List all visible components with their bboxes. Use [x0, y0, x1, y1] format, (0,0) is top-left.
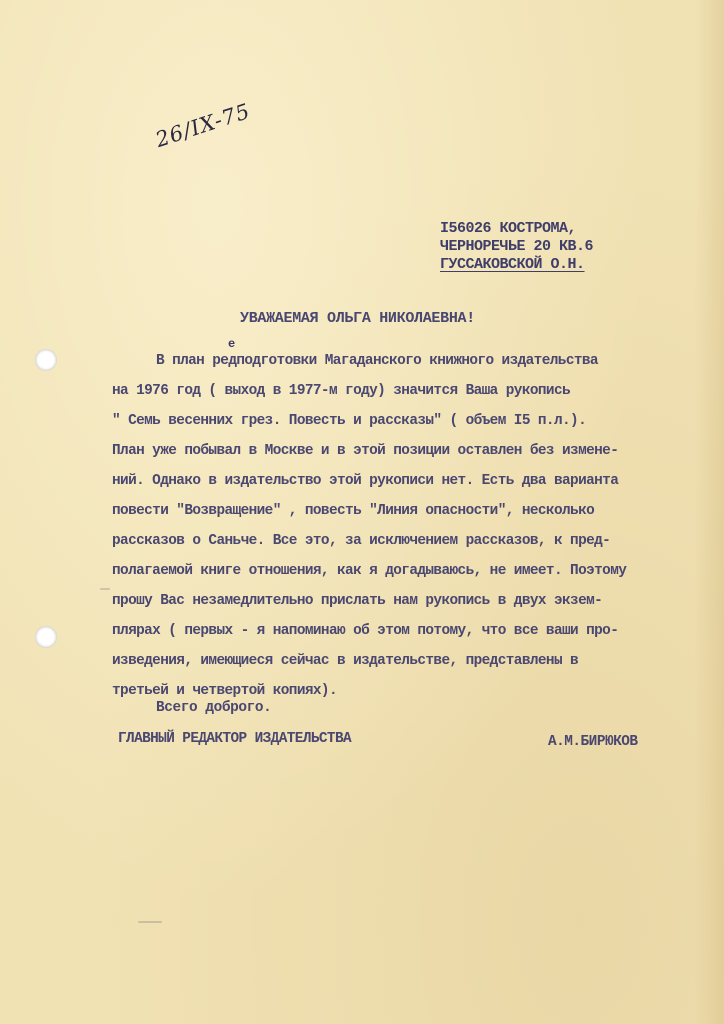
- letter-body: [112, 346, 687, 706]
- handwritten-correction: е: [228, 337, 236, 351]
- body-line: на 1976 год ( выход в 1977-м году) значится Ваша рукопись: [112, 383, 571, 399]
- address-line-recipient-name: ГУССАКОВСКОЙ О.Н.: [440, 256, 585, 273]
- body-line: рассказов о Саньче. Все это, за исключением рассказов, к пред-: [112, 533, 611, 549]
- signature-title: ГЛАВНЫЙ РЕДАКТОР ИЗДАТЕЛЬСТВА: [118, 731, 352, 747]
- body-line: План уже побывал в Москве и в этой позиции оставлен без измене-: [112, 443, 619, 459]
- body-line: плярах ( первых - я напоминаю об этом потому, что все ваши про-: [112, 623, 619, 639]
- address-line-postcode-city: I56026 КОСТРОМА,: [440, 220, 577, 237]
- body-line: повести "Возвращение" , повесть "Линия опасности", несколько: [112, 503, 595, 519]
- body-line: ний. Однако в издательство этой рукописи нет. Есть два варианта: [112, 473, 619, 489]
- recipient-address: [440, 220, 593, 274]
- body-line: " Семь весенних грез. Повесть и рассказы" ( объем I5 п.л.).: [112, 413, 587, 429]
- closing-phrase: Всего доброго.: [156, 700, 272, 716]
- body-line: прошу Вас незамедлительно прислать нам рукопись в двух экзем-: [112, 593, 603, 609]
- signature-name: А.М.БИРЮКОВ: [548, 734, 638, 750]
- salutation: УВАЖАЕМАЯ ОЛЬГА НИКОЛАЕВНА!: [240, 310, 475, 327]
- paper-edge-shadow: [694, 0, 724, 1024]
- body-line: изведения, имеющиеся сейчас в издательстве, представлены в: [112, 653, 579, 669]
- body-line: В план редподготовки Магаданского книжного издательства: [156, 353, 598, 369]
- address-line-street: ЧЕРНОРЕЧЬЕ 20 КВ.6: [440, 238, 594, 255]
- ink-smudge: [138, 921, 162, 923]
- body-line: третьей и четвертой копиях).: [112, 683, 338, 699]
- ink-smudge: [100, 588, 110, 590]
- punch-hole-top: [35, 349, 57, 371]
- body-line: полагаемой книге отношения, как я догадываюсь, не имеет. Поэтому: [112, 563, 627, 579]
- punch-hole-bottom: [35, 626, 57, 648]
- handwritten-date: 26/IX-75: [152, 98, 254, 152]
